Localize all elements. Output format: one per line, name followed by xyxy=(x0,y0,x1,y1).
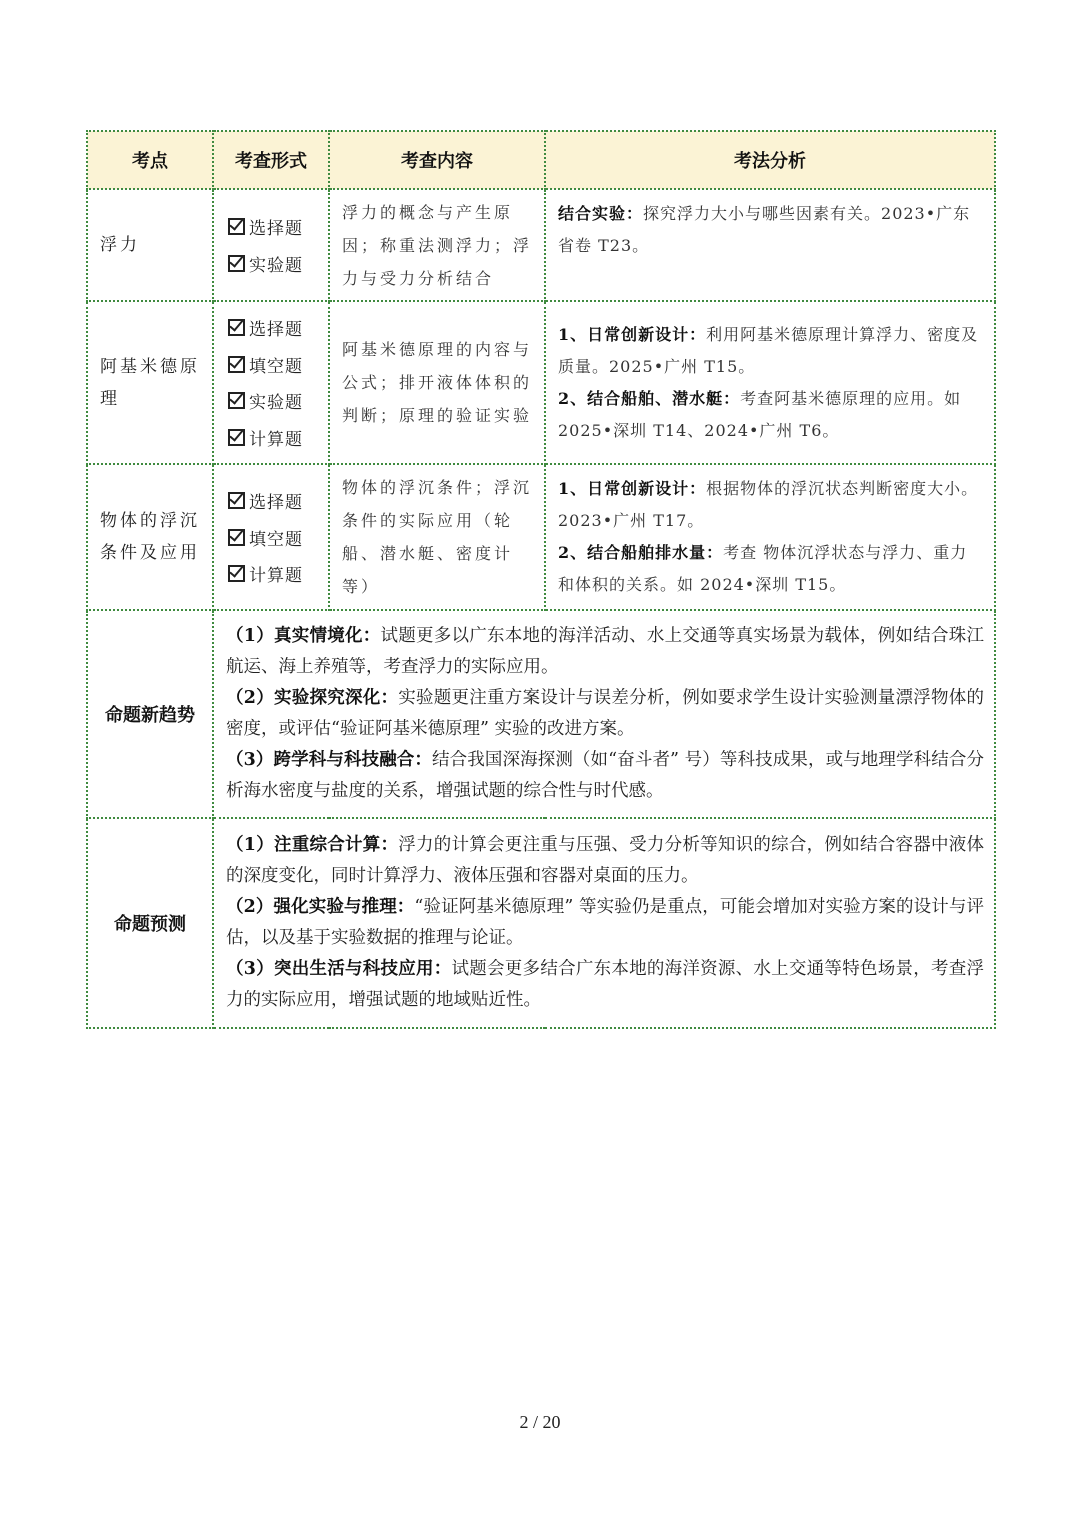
analysis-label: 结合实验： xyxy=(558,204,644,223)
header-topic: 考点 xyxy=(87,131,213,189)
forecast-item xyxy=(226,954,984,1016)
forecast-row xyxy=(87,818,995,1028)
analysis-label: 1、日常创新设计： xyxy=(558,324,707,344)
analysis-text: 考查阿基米德原理的应用。如 2025•深圳 T14、2024•广州 T6。 xyxy=(558,388,962,440)
analysis-item xyxy=(558,198,984,262)
forecast-text: 浮力的计算会更注重与压强、受力分析等知识的综合，例如结合容器中液体的深度变化，同时计算浮力、液体压强和容器对桌面的压力。 xyxy=(226,835,985,886)
trends-cell xyxy=(213,610,995,818)
forecast-item-label: （1）注重综合计算： xyxy=(226,835,399,855)
trend-item xyxy=(226,745,984,807)
form-item xyxy=(228,555,328,592)
form-label: 实验题 xyxy=(249,393,303,414)
form-item xyxy=(228,346,328,383)
analysis-text: 根据物体的浮沉状态判断密度大小。2023•广州 T17。 xyxy=(558,479,979,530)
analysis-label: 2、结合船舶排水量： xyxy=(558,543,724,562)
form-item xyxy=(228,209,328,246)
form-label: 计算题 xyxy=(249,566,303,586)
analysis-cell xyxy=(545,464,995,610)
checked-box-icon xyxy=(228,529,245,546)
header-analysis: 考法分析 xyxy=(545,131,995,189)
trend-item xyxy=(226,683,984,745)
page-number: 2 / 20 xyxy=(519,1412,561,1432)
form-label: 选择题 xyxy=(249,219,303,240)
trend-text: 结合我国深海探测（如“奋斗者” 号）等科技成果，或与地理学科结合分析海水密度与盐度的关系，增强试题的综合性与时代感。 xyxy=(226,750,984,801)
content-cell: 阿基米德原理的内容与公式；排开液体体积的判断；原理的验证实验 xyxy=(329,301,545,464)
table-row xyxy=(87,464,995,610)
analysis-cell xyxy=(545,301,995,464)
form-label: 计算题 xyxy=(249,429,303,450)
analysis-item xyxy=(558,383,984,447)
trend-item xyxy=(226,621,984,683)
trend-label: （3）跨学科与科技融合： xyxy=(226,750,433,770)
form-item xyxy=(228,482,328,519)
trends-label: 命题新趋势 xyxy=(87,610,213,818)
forecast-item xyxy=(226,892,984,954)
header-content: 考查内容 xyxy=(329,131,545,189)
forecast-label: 命题预测 xyxy=(87,818,213,1028)
checked-box-icon xyxy=(228,429,245,446)
form-label: 填空题 xyxy=(249,356,303,377)
checked-box-icon xyxy=(228,492,245,509)
form-item xyxy=(228,519,328,556)
trends-row xyxy=(87,610,995,818)
content-cell: 浮力的概念与产生原因；称重法测浮力；浮力与受力分析结合 xyxy=(329,189,545,301)
checked-box-icon xyxy=(228,392,245,409)
forecast-text: “验证阿基米德原理” 等实验仍是重点，可能会增加对实验方案的设计与评估，以及基于实验数据的推理与论证。 xyxy=(226,897,984,948)
forecast-item xyxy=(226,830,984,892)
analysis-cell xyxy=(545,189,995,301)
table-row xyxy=(87,301,995,464)
trend-label: （2）实验探究深化： xyxy=(226,688,399,708)
topic-cell: 阿基米德原理 xyxy=(87,301,213,464)
analysis-item xyxy=(558,473,984,537)
form-label: 选择题 xyxy=(249,320,303,341)
exam-analysis-sheet xyxy=(86,130,994,1029)
analysis-text: 探究浮力大小与哪些因素有关。2023•广东省卷 T23。 xyxy=(558,204,971,255)
forms-cell xyxy=(213,189,329,301)
checked-box-icon xyxy=(228,356,245,373)
form-label: 选择题 xyxy=(249,493,303,513)
trend-label: （1）真实情境化： xyxy=(226,626,381,646)
checked-box-icon xyxy=(228,255,245,272)
trend-text: 试题更多以广东本地的海洋活动、水上交通等真实场景为载体，例如结合珠江航运、海上养殖等，考查浮力的实际应用。 xyxy=(226,626,984,677)
forms-cell xyxy=(213,464,329,610)
form-label: 实验题 xyxy=(249,255,303,276)
checked-box-icon xyxy=(228,565,245,582)
forecast-item-label: （3）突出生活与科技应用： xyxy=(226,959,452,979)
forecast-cell xyxy=(213,818,995,1028)
form-item xyxy=(228,245,328,282)
trend-text: 实验题更注重方案设计与误差分析，例如要求学生设计实验测量漂浮物体的密度，或评估“验证阿基米德原理” 实验的改进方案。 xyxy=(226,688,985,739)
analysis-text: 利用阿基米德原理计算浮力、密度及质量。2025•广州 T15。 xyxy=(558,324,979,376)
exam-analysis-table xyxy=(86,130,996,1029)
analysis-label: 2、结合船舶、潜水艇： xyxy=(558,388,741,408)
form-item xyxy=(228,310,328,347)
analysis-text: 考查 物体沉浮状态与浮力、重力和体积的关系。如 2024•深圳 T15。 xyxy=(558,543,968,594)
checked-box-icon xyxy=(228,319,245,336)
checked-box-icon xyxy=(228,218,245,235)
header-form: 考查形式 xyxy=(213,131,329,189)
analysis-label: 1、日常创新设计： xyxy=(558,479,707,498)
forecast-text: 试题会更多结合广东本地的海洋资源、水上交通等特色场景，考查浮力的实际应用，增强试题的地域贴近性。 xyxy=(226,959,984,1010)
form-label: 填空题 xyxy=(249,529,303,550)
content-cell: 物体的浮沉条件；浮沉条件的实际应用（轮船、潜水艇、密度计等） xyxy=(329,464,545,610)
table-row xyxy=(87,189,995,301)
form-item xyxy=(228,383,328,420)
analysis-item xyxy=(558,319,984,383)
topic-cell: 浮力 xyxy=(87,189,213,301)
forecast-item-label: （2）强化实验与推理： xyxy=(226,897,415,917)
analysis-item xyxy=(558,537,984,601)
table-header-row xyxy=(87,131,995,189)
form-item xyxy=(228,419,328,456)
topic-cell: 物体的浮沉条件及应用 xyxy=(87,464,213,610)
forms-cell xyxy=(213,301,329,464)
